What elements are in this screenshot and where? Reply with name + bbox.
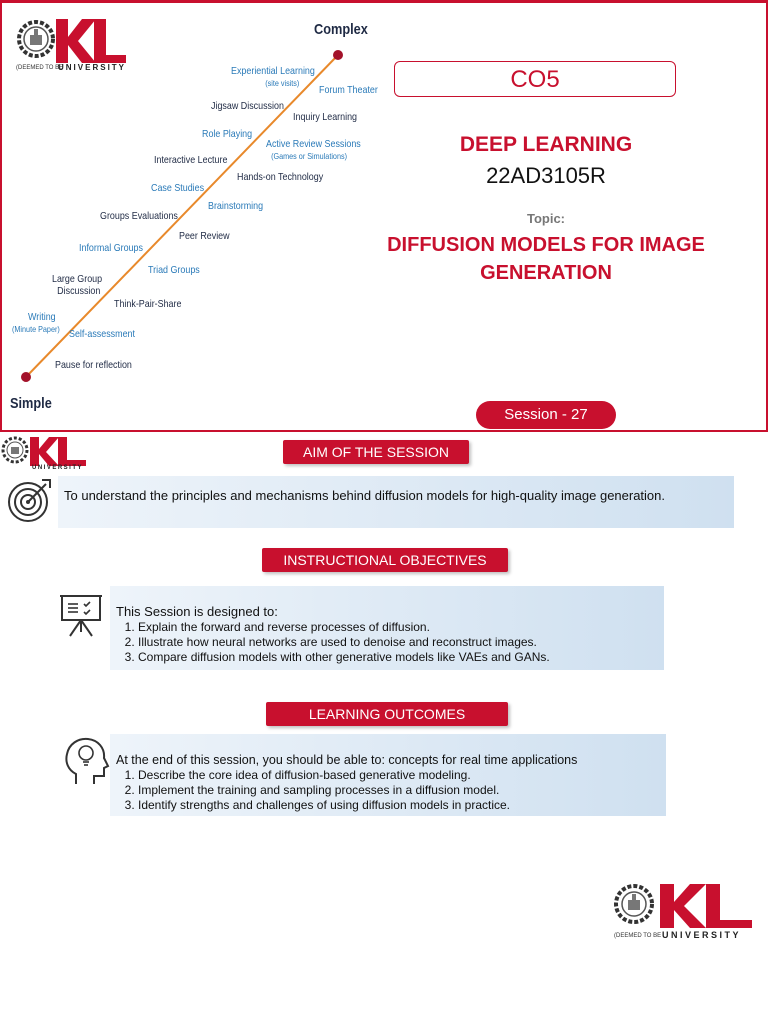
aim-slide bbox=[0, 432, 768, 1024]
complex-dot bbox=[333, 50, 343, 60]
logo-university-text: UNIVERSITY bbox=[32, 465, 84, 471]
outcome-item: 3. Identify strengths and challenges of using diffusion models in practice. bbox=[138, 798, 660, 813]
ladder-item: Active Review Sessions (Games or Simulations) bbox=[266, 138, 361, 161]
target-icon bbox=[6, 476, 54, 524]
ladder-bottom-label: Simple bbox=[10, 395, 52, 412]
course-title: DEEP LEARNING bbox=[459, 133, 633, 156]
outcomes-intro: At the end of this session, you should be able to: concepts for real time applications bbox=[116, 753, 578, 767]
ladder-item: Inquiry Learning bbox=[293, 111, 358, 123]
aim-heading: AIM OF THE SESSION bbox=[283, 440, 469, 464]
ladder-item: Hands-on Technology bbox=[237, 171, 324, 183]
topic-title: DIFFUSION MODELS FOR IMAGE GENERATION bbox=[387, 234, 705, 284]
objectives-heading: INSTRUCTIONAL OBJECTIVES bbox=[262, 548, 508, 572]
ladder-item: Forum Theater bbox=[319, 84, 378, 96]
ladder-item: Large Group Discussion bbox=[52, 273, 103, 297]
ladder-item: Triad Groups bbox=[148, 264, 200, 276]
ladder-item: Think-Pair-Share bbox=[114, 298, 182, 310]
ladder-top-label: Complex bbox=[314, 21, 368, 38]
objective-item: 3. Compare diffusion models with other generative models like VAEs and GANs. bbox=[138, 650, 658, 665]
session-badge: Session - 27 bbox=[476, 401, 616, 429]
ladder-item: Jigsaw Discussion bbox=[211, 100, 284, 112]
ladder-item: Self-assessment bbox=[69, 328, 135, 340]
aim-panel bbox=[58, 476, 734, 528]
active-learning-ladder bbox=[2, 3, 402, 433]
objective-item: 2. Illustrate how neural networks are used to denoise and reconstruct images. bbox=[138, 635, 658, 650]
kl-logo-icon bbox=[612, 878, 758, 936]
objective-item: 1. Explain the forward and reverse processes of diffusion. bbox=[138, 620, 658, 635]
kl-university-logo-small bbox=[0, 434, 92, 476]
ladder-item: Peer Review bbox=[179, 230, 230, 242]
logo-deemed-text: (DEEMED TO BE bbox=[16, 65, 64, 71]
ladder-item: Groups Evaluations bbox=[100, 210, 178, 222]
presentation-board-icon bbox=[58, 590, 106, 638]
outcomes-heading: LEARNING OUTCOMES bbox=[266, 702, 508, 726]
outcome-item: 1. Describe the core idea of diffusion-based generative modeling. bbox=[138, 768, 660, 783]
outcome-item: 2. Implement the training and sampling processes in a diffusion model. bbox=[138, 783, 660, 798]
objectives-panel bbox=[110, 586, 664, 670]
course-code: 22AD3105R bbox=[486, 163, 606, 188]
outcomes-panel bbox=[110, 734, 666, 816]
simple-dot bbox=[21, 372, 31, 382]
head-lightbulb-icon bbox=[62, 736, 110, 786]
ladder-item: Informal Groups bbox=[79, 242, 143, 254]
logo-university-text: UNIVERSITY bbox=[662, 930, 742, 940]
aim-text: To understand the principles and mechanisms behind diffusion models for high-quality image generation. bbox=[64, 488, 666, 503]
course-outcome-box: CO5 bbox=[394, 61, 676, 97]
topic-label: Topic: bbox=[526, 211, 566, 226]
ladder-item: Role Playing bbox=[202, 128, 253, 140]
logo-university-text: UNIVERSITY bbox=[58, 63, 127, 72]
ladder-item: Writing (Minute Paper) bbox=[12, 311, 60, 334]
logo-deemed-text: (DEEMED TO BE bbox=[614, 933, 662, 939]
ladder-item: Pause for reflection bbox=[55, 359, 132, 371]
kl-university-logo-bottom bbox=[612, 878, 758, 944]
ladder-item: Case Studies bbox=[151, 182, 205, 194]
ladder-item: Interactive Lecture bbox=[154, 154, 228, 166]
title-slide bbox=[0, 0, 768, 432]
ladder-item: Experiential Learning (site visits) bbox=[231, 65, 315, 88]
ladder-item: Brainstorming bbox=[208, 200, 264, 212]
objectives-intro: This Session is designed to: bbox=[116, 604, 278, 619]
